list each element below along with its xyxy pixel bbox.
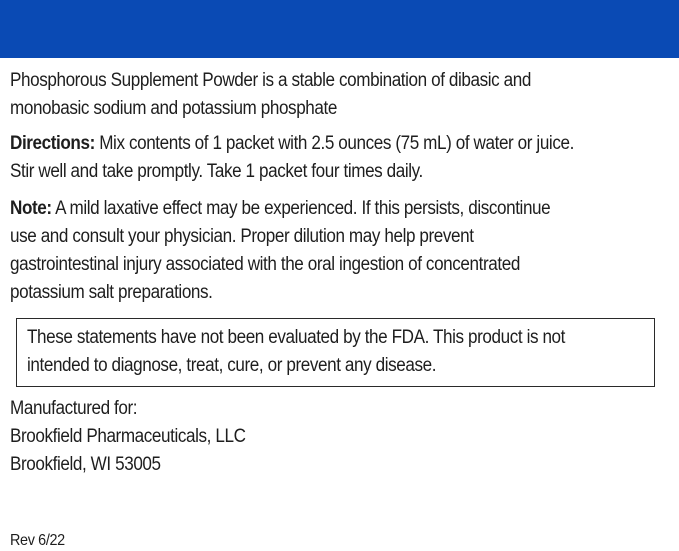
revision-label: Rev 6/22 [10,532,65,549]
fda-disclaimer-line: intended to diagnose, treat, cure, or prevent any disease. [27,355,437,376]
note-line [10,195,550,223]
fda-disclaimer-text [27,324,565,380]
directions-line: Stir well and take promptly. Take 1 packet four times daily. [10,161,423,182]
description-line: Phosphorous Supplement Powder is a stable combination of dibasic and [10,70,531,91]
note-label: Note: [10,198,52,219]
product-description [10,67,531,123]
fda-disclaimer-box [16,318,655,387]
note-text: A mild laxative effect may be experienced. If this persists, discontinue [51,198,551,219]
directions-section [10,130,574,186]
header-color-band [0,0,679,58]
note-line: use and consult your physician. Proper dilution may help prevent [10,226,474,247]
directions-label: Directions: [10,133,95,154]
note-line: potassium salt preparations. [10,282,213,303]
manufacturer-info [10,395,246,479]
manufacturer-line: Manufactured for: [10,398,138,419]
fda-disclaimer-line: These statements have not been evaluated by the FDA. This product is not [27,327,566,348]
directions-line [10,130,574,158]
note-line: gastrointestinal injury associated with the oral ingestion of concentrated [10,254,520,275]
manufacturer-line: Brookfield Pharmaceuticals, LLC [10,426,246,447]
description-line: monobasic sodium and potassium phosphate [10,98,337,119]
directions-text: Mix contents of 1 packet with 2.5 ounces (75 mL) of water or juice. [94,133,574,154]
manufacturer-line: Brookfield, WI 53005 [10,454,161,475]
note-section [10,195,550,307]
